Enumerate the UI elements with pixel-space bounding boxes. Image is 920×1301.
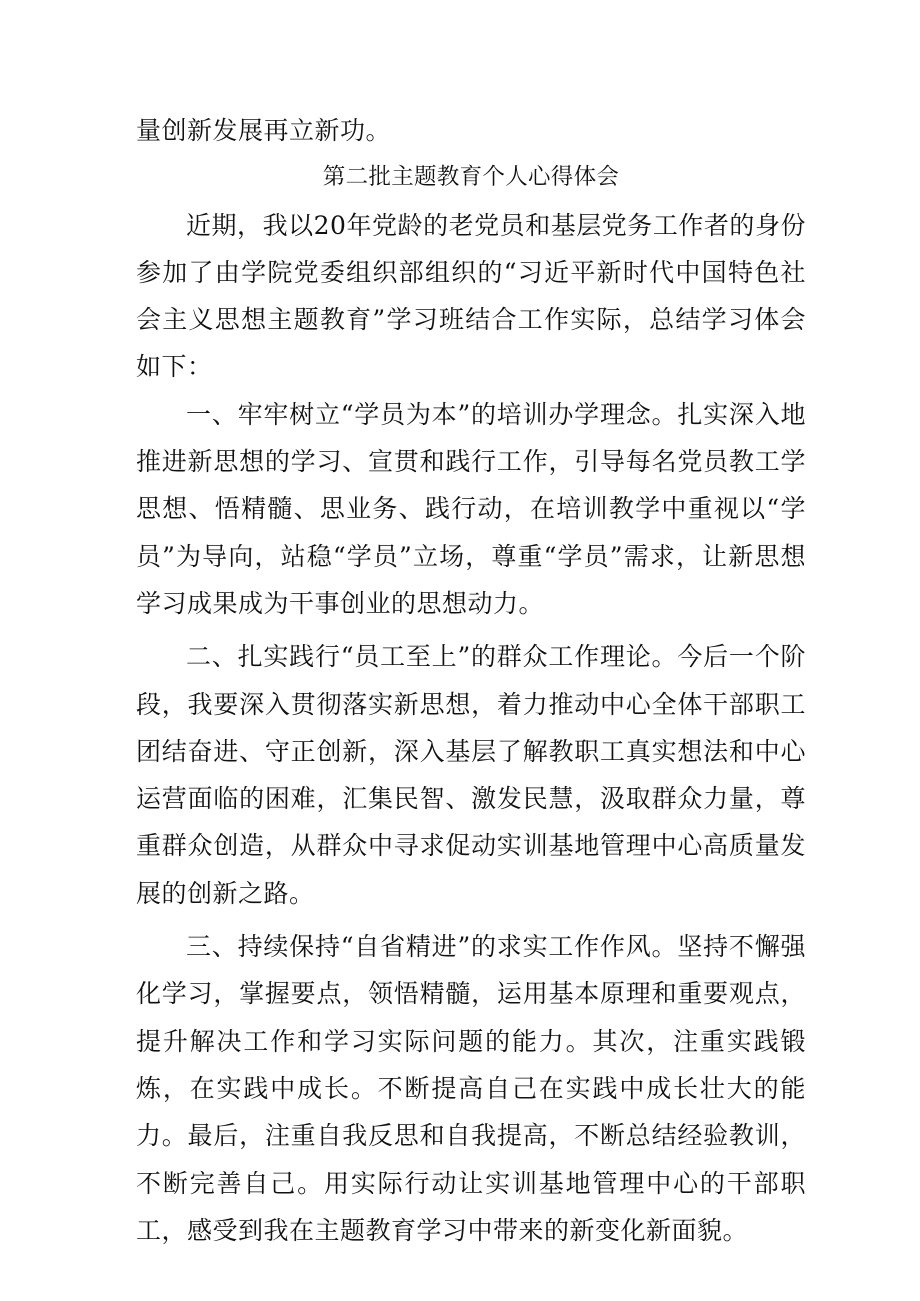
paragraph-intro: 近期，我以20年党龄的老党员和基层党务工作者的身份参加了由学院党委组织部组织的“习近平新时代中国特色社会主义思想主题教育”学习班结合工作实际，总结学习体会如下： bbox=[136, 210, 806, 382]
opening-fragment: 量创新发展再立新功。 bbox=[136, 116, 392, 145]
document-body bbox=[136, 107, 806, 1254]
paragraph-point-three: 三、持续保持“自省精进”的求实工作作风。坚持不懈强化学习，掌握要点，领悟精髓，运用基本原理和重要观点，提升解决工作和学习实际问题的能力。其次，注重实践锻炼，在实践中成长。不断提高自己在实践中成长壮大的能力。最后，注重自我反思和自我提高，不断总结经验教训，不断完善自己。用实际行动让实训基地管理中心的干部职工，感受到我在主题教育学习中带来的新变化新面貌。 bbox=[136, 932, 806, 1245]
paragraph-point-two: 二、扎实践行“员工至上”的群众工作理论。今后一个阶段，我要深入贯彻落实新思想，着力推动中心全体干部职工团结奋进、守正创新，深入基层了解教职工真实想法和中心运营面临的困难，汇集民智、激发民慧，汲取群众力量，尊重群众创造，从群众中寻求促动实训基地管理中心高质量发展的创新之路。 bbox=[136, 642, 806, 908]
document-title: 第二批主题教育个人心得体会 bbox=[322, 164, 620, 191]
paragraph-point-one: 一、牢牢树立“学员为本”的培训办学理念。扎实深入地推进新思想的学习、宣贯和践行工作，引导每名党员教工学思想、悟精髓、思业务、践行动，在培训教学中重视以“学员”为导向，站稳“学员”立场，尊重“学员”需求，让新思想学习成果成为干事创业的思想动力。 bbox=[136, 399, 806, 618]
